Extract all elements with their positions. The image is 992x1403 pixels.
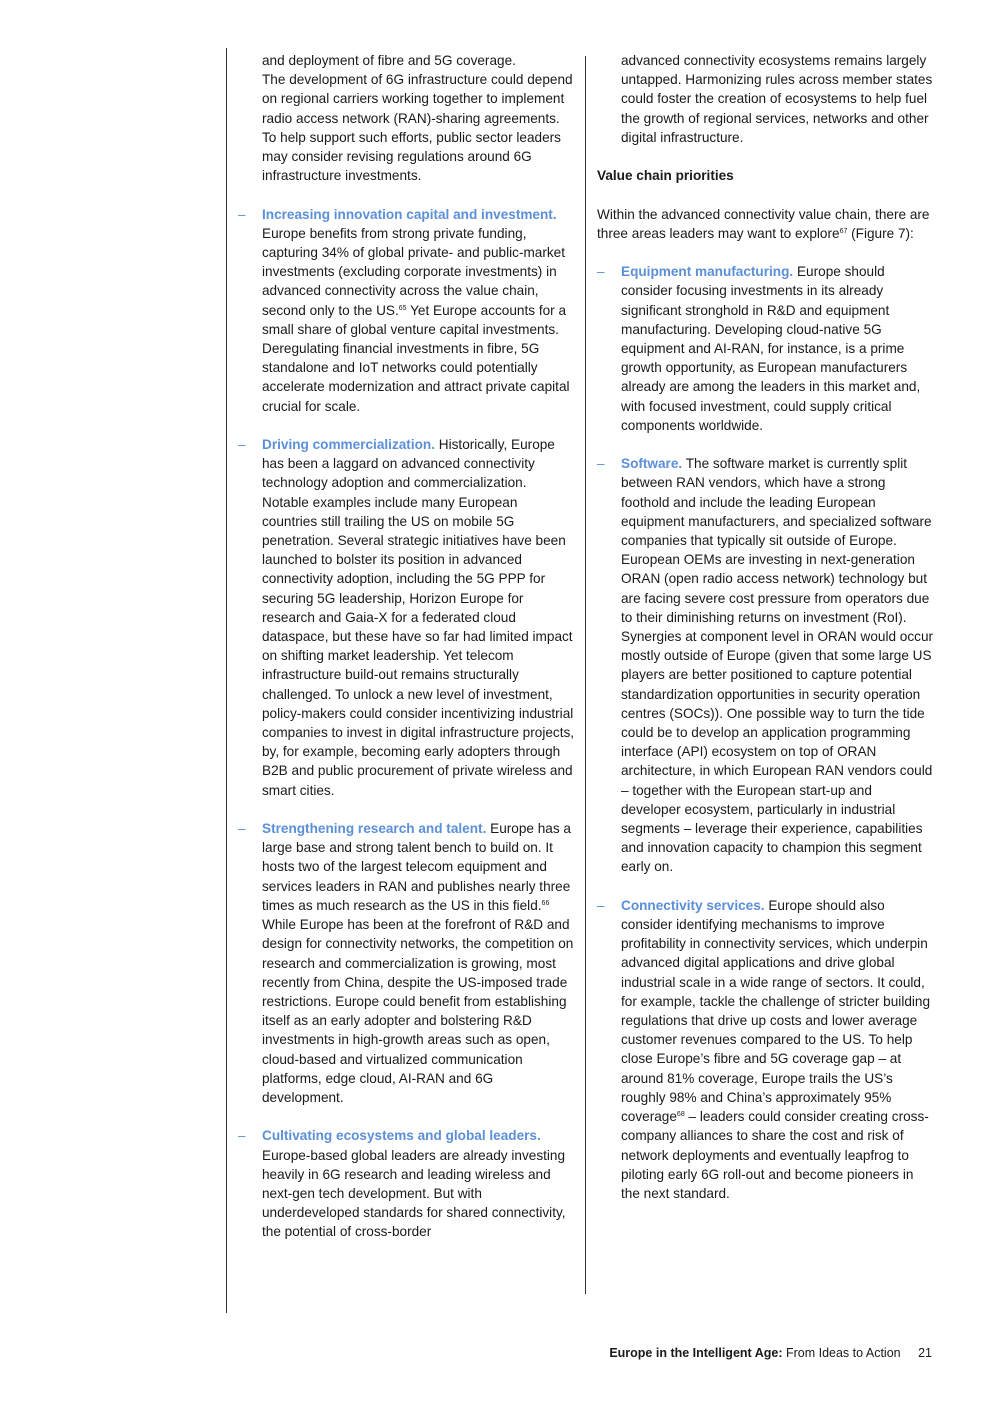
- list-dash: –: [238, 821, 246, 837]
- list-item-lead: Driving commercialization.: [262, 437, 435, 453]
- footnote-ref: 66: [541, 899, 550, 907]
- list-item: [597, 454, 935, 876]
- footnote-ref: 68: [676, 1111, 685, 1119]
- list-dash: –: [597, 897, 605, 913]
- list-dash: –: [238, 206, 246, 222]
- list-item-text: Historically, Europe has been a laggard on advanced connectivity technology adoption and commercialization. Notable examples include many European countries still trailing the US on mobile 5G penetration. Several strategic initiatives have been launched to bolster its position in advanced connectivity adoption, including the 5G PPP for securing 5G leadership, Horizon Europe for research and Gaia-X for a federated cloud dataspace, but these have so far had limited impact on shifting market leadership. Yet telecom infrastructure build-out remains structurally challenged. To unlock a new level of investment, policy-makers could consider incentivizing industrial companies to invest in digital infrastructure projects, by, for example, becoming early adopters through B2B and public procurement of private wireless and smart cities.: [262, 437, 575, 798]
- intro-text: Within the advanced connectivity value chain, there are three areas leaders may want to explore: [597, 206, 930, 241]
- list-item-text: – leaders could consider creating cross-company alliances to share the cost and risk of network deployments and eventually leapfrog to piloting early 6G roll-out and become pioneers in the next standard.: [621, 1109, 929, 1201]
- list-item-text: While Europe has been at the forefront of R&D and design for connectivity networks, the competition on research and commercialization is growing, most recently from China, despite the US-imposed trade restrictions. Europe could benefit from establishing itself as an early adopter and bolstering R&D investments in high-growth areas such as open, cloud-based and virtualized communication platforms, edge cloud, AI-RAN and 6G development.: [262, 917, 574, 1105]
- list-item: [597, 896, 935, 1203]
- continued-text: [238, 51, 576, 185]
- footer-title: Europe in the Intelligent Age:: [609, 1346, 783, 1360]
- list-dash: –: [597, 456, 605, 472]
- section-heading: Value chain priorities: [597, 168, 734, 184]
- list-item-text: Europe should consider focusing investments in its already significant stronghold in R&D and equipment manufacturing. Developing cloud-native 5G equipment and AI-RAN, for instance, is a prime growth opportunity, as European manufacturers already are among the leaders in this market and, with focused investment, could supply critical components worldwide.: [621, 264, 921, 433]
- list-item-lead: Strengthening research and talent.: [262, 821, 487, 837]
- list-item: [597, 262, 935, 435]
- left-column: [238, 51, 576, 1242]
- list-dash: –: [597, 264, 605, 280]
- left-column-rule: [226, 48, 227, 1313]
- list-dash: –: [238, 437, 246, 453]
- intro-text: (Figure 7):: [851, 225, 914, 241]
- list-item-lead: Equipment manufacturing.: [621, 264, 794, 280]
- footnote-ref: 67: [839, 227, 848, 235]
- continued-paragraph: The development of 6G infrastructure could depend on regional carriers working together to implement radio access network (RAN)-sharing agreements. To help support such efforts, public sector leaders may consider revising regulations around 6G infrastructure investments.: [262, 72, 573, 184]
- list-item-text: Europe has a large base and strong talent bench to build on. It hosts two of the largest telecom equipment and services leaders in RAN and publishes nearly three times as much research as the US in this field.: [262, 821, 571, 913]
- center-column-rule: [585, 56, 586, 1294]
- list-item: [238, 819, 576, 1107]
- list-item-text: Yet Europe accounts for a small share of global venture capital investments. Deregulating financial investments in fibre, 5G standalone and IoT networks could potentially accelerate modernization and attract private capital crucial for scale.: [262, 302, 570, 414]
- list-item-lead: Software.: [621, 456, 683, 472]
- page-footer: [609, 1346, 932, 1360]
- list-item-lead: Cultivating ecosystems and global leaders.: [262, 1128, 541, 1144]
- list-item-lead: Increasing innovation capital and investment.: [262, 206, 557, 222]
- list-dash: –: [238, 1128, 246, 1144]
- right-column: [597, 51, 935, 1203]
- continued-paragraph: advanced connectivity ecosystems remains largely untapped. Harmonizing rules across member states could foster the creation of ecosystems to help fuel the growth of regional services, networks and other digital infrastructure.: [621, 53, 933, 145]
- continued-line: and deployment of fibre and 5G coverage.: [262, 53, 516, 68]
- list-item-lead: Connectivity services.: [621, 897, 765, 913]
- list-item: [238, 205, 576, 416]
- list-item: [238, 435, 576, 800]
- footer-subtitle: From Ideas to Action: [785, 1346, 901, 1360]
- list-item-text: Europe benefits from strong private funding, capturing 34% of global private- and public-market investments (excluding corporate investments) in advanced connectivity across the value chain, second only to the US.: [262, 225, 566, 318]
- list-item-text: Europe-based global leaders are already investing heavily in 6G research and leading wireless and next-gen tech development. But with underdeveloped standards for shared connectivity, the potential of cross-border: [262, 1147, 566, 1240]
- footnote-ref: 65: [398, 304, 407, 312]
- list-item: [238, 1126, 576, 1241]
- list-item-text: Europe should also consider identifying mechanisms to improve profitability in connectivity services, which underpin advanced digital applications and drive global industrial scale in a wide range of sectors. It could, for example, tackle the challenge of stricter building regulations that drive up costs and lower average customer revenues compared to the US. To help close Europe’s fibre and 5G coverage gap – at around 81% coverage, Europe trails the US’s roughly 98% and China’s approximately 95% coverage: [621, 897, 931, 1125]
- intro-paragraph: [597, 205, 935, 243]
- continued-text: [597, 51, 935, 147]
- page-number: 21: [918, 1346, 932, 1360]
- list-item-text: The software market is currently split between RAN vendors, which have a strong foothold and include the leading European equipment manufacturers, and specialized software companies that typically sit outside of Europe. European OEMs are investing in next-generation ORAN (open radio access network) technology but are facing severe cost pressure from operators due to their diminishing returns on investment (RoI). Synergies at component level in ORAN would occur mostly outside of Europe (given that some large US players are better positioned to capture potential standardization opportunities in security operation centres (SOCs)). One possible way to turn the tide could be to develop an application programming interface (API) ecosystem on top of ORAN architecture, in which European RAN vendors could – together with the European start-up and developer ecosystem, particularly in industrial segments – leverage their experience, capabilities and innovation capacity to champion this segment early on.: [621, 456, 934, 875]
